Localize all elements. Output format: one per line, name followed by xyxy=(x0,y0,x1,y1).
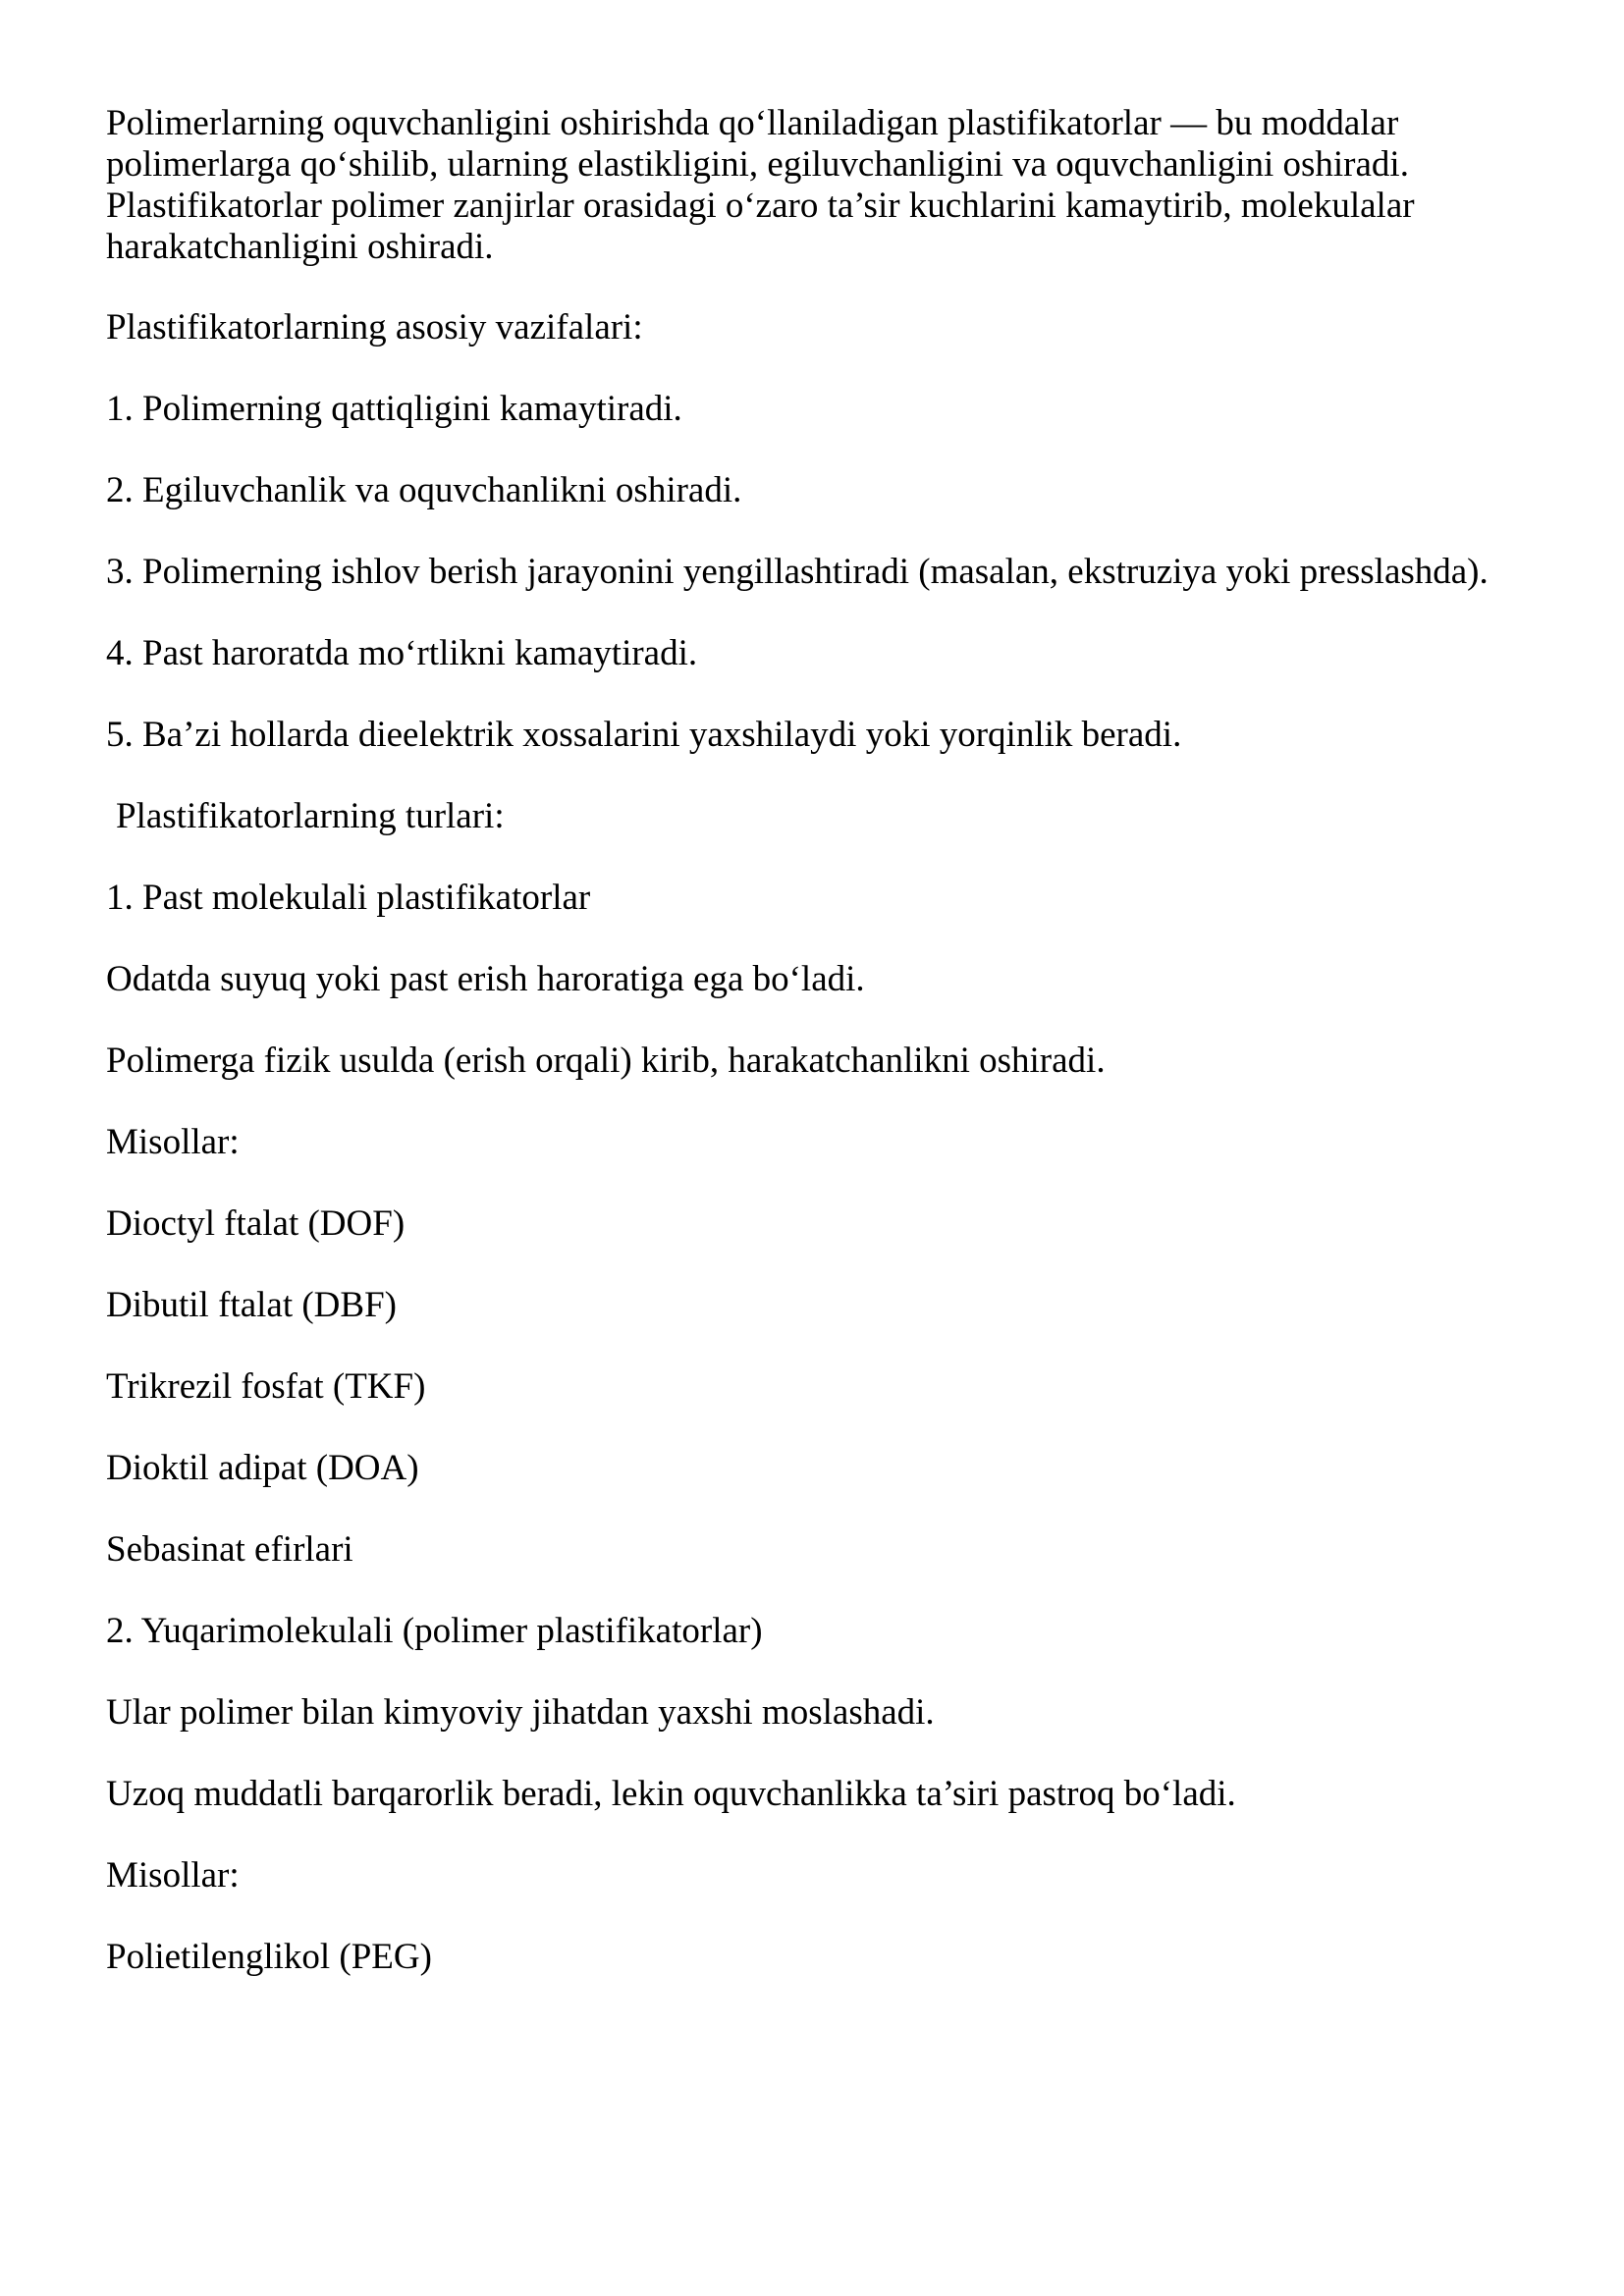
types-heading: Plastifikatorlarning turlari: xyxy=(116,796,505,836)
type-description: Uzoq muddatli barqarorlik beradi, lekin oquvchanlikka ta’siri pastroq bo‘ladi. xyxy=(106,1774,1236,1814)
function-item: 1. Polimerning qattiqligini kamaytiradi. xyxy=(106,389,682,429)
example-item: Dibutil ftalat (DBF) xyxy=(106,1285,397,1325)
function-item: 2. Egiluvchanlik va oquvchanlikni oshiradi. xyxy=(106,470,742,510)
type-description: Polimerga fizik usulda (erish orqali) kirib, harakatchanlikni oshiradi. xyxy=(106,1041,1106,1081)
example-item: Trikrezil fosfat (TKF) xyxy=(106,1366,426,1407)
function-item: 4. Past haroratda mo‘rtlikni kamaytiradi. xyxy=(106,633,698,673)
examples-label: Misollar: xyxy=(106,1122,240,1162)
type-title-high-molecular: 2. Yuqarimolekulali (polimer plastifikatorlar) xyxy=(106,1611,763,1651)
type-description: Odatda suyuq yoki past erish haroratiga ega bo‘ladi. xyxy=(106,959,865,999)
intro-paragraph: Polimerlarning oquvchanligini oshirishda qo‘llaniladigan plastifikatorlar — bu moddalar polimerlarga qo‘shilib, ularning elastikligini, egiluvchanligini va oquvchanligini oshiradi. Plastifikatorlar polimer zanjirlar orasidagi o‘zaro ta’sir kuchlarini kamaytirib, molekulalar harakatchanligini oshiradi. xyxy=(106,103,1415,267)
function-item: 3. Polimerning ishlov berish jarayonini yengillashtiradi (masalan, ekstruziya yoki presslashda). xyxy=(106,552,1489,592)
functions-heading: Plastifikatorlarning asosiy vazifalari: xyxy=(106,307,643,347)
example-item: Dioctyl ftalat (DOF) xyxy=(106,1203,406,1244)
type-description: Ular polimer bilan kimyoviy jihatdan yaxshi moslashadi. xyxy=(106,1692,935,1733)
document-body xyxy=(106,103,1520,2018)
example-item: Sebasinat efirlari xyxy=(106,1529,353,1570)
function-item: 5. Ba’zi hollarda dieelektrik xossalarini yaxshilaydi yoki yorqinlik beradi. xyxy=(106,715,1182,755)
examples-label: Misollar: xyxy=(106,1855,240,1896)
example-item: Dioktil adipat (DOA) xyxy=(106,1448,419,1488)
example-item: Polietilenglikol (PEG) xyxy=(106,1937,432,1977)
type-title-low-molecular: 1. Past molekulali plastifikatorlar xyxy=(106,878,591,918)
